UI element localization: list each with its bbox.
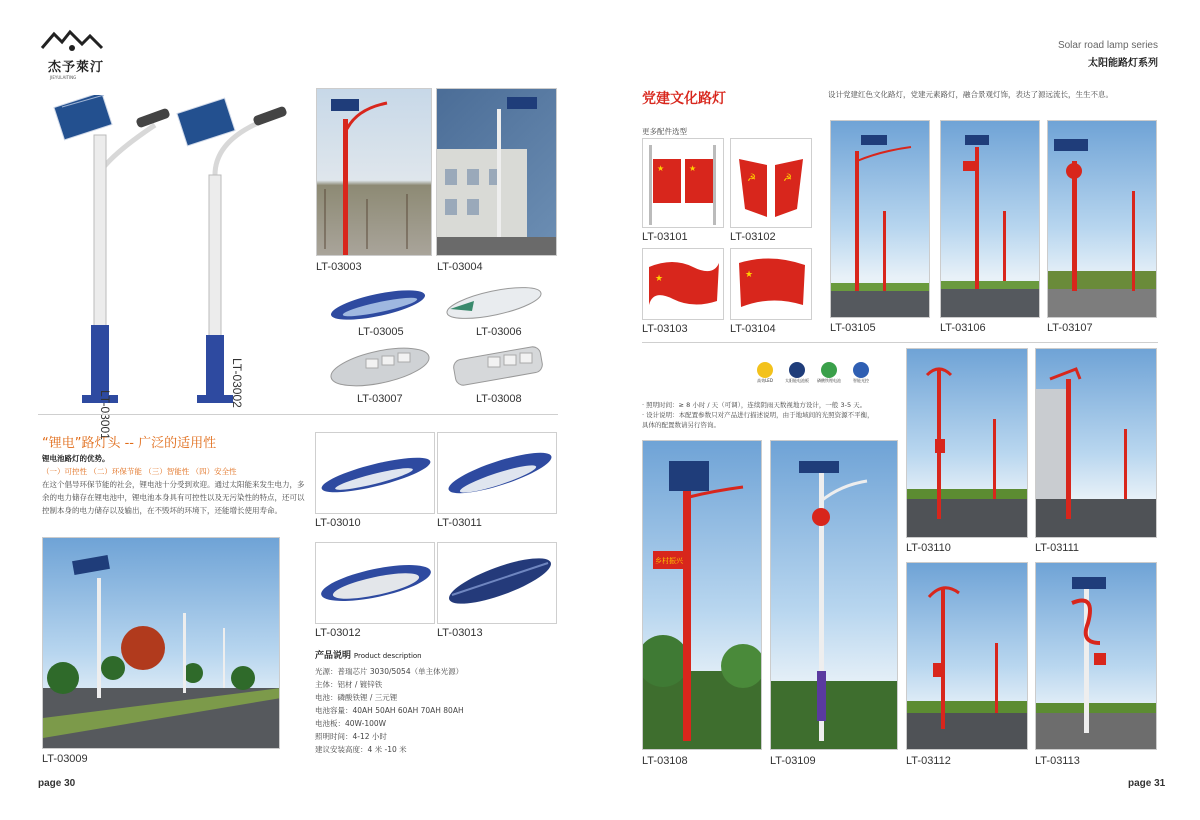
code-lt03012: LT-03012 xyxy=(315,627,361,639)
photo-lt03003 xyxy=(316,88,432,256)
code-lt03008: LT-03008 xyxy=(476,393,522,405)
lamp-head-lt03006 xyxy=(444,283,544,323)
code-lt03004: LT-03004 xyxy=(437,261,483,273)
svg-text:★: ★ xyxy=(689,164,697,173)
code-lt03011: LT-03011 xyxy=(437,517,482,529)
lamp-head-lt03007 xyxy=(326,345,430,390)
brand-name: 杰予萊汀 xyxy=(48,60,105,75)
banner-text: 乡村振兴 xyxy=(655,557,683,565)
brand-logo xyxy=(38,28,108,78)
note-line: · 照明时间：≥ 8 小时 / 天（可调），连续阴雨天数视地方设计，一般 3-5 天。 xyxy=(642,401,867,409)
code-lt03111: LT-03111 xyxy=(1035,542,1080,554)
code-lt03107: LT-03107 xyxy=(1047,322,1093,334)
pole-lt03001-image xyxy=(40,95,170,415)
spec-line: 建议安装高度：4 米 -10 米 xyxy=(315,745,407,754)
code-lt03105: LT-03105 xyxy=(830,322,876,334)
mountain-logo-icon xyxy=(38,28,108,52)
photo-lt03111 xyxy=(1035,348,1157,538)
photo-lt03107 xyxy=(1047,120,1157,318)
svg-text:☭: ☭ xyxy=(747,173,756,184)
spec-line: 照明时间：4-12 小时 xyxy=(315,732,387,741)
code-lt03003: LT-03003 xyxy=(316,261,362,273)
more-options-label: 更多配件选型 xyxy=(642,127,687,136)
right-divider xyxy=(642,342,1158,343)
spec-line: 电池：磷酸铁锂 / 三元锂 xyxy=(315,693,398,702)
lamp-head-lt03008 xyxy=(444,345,548,390)
section-title: “锂电”路灯头 -- 广泛的适用性 xyxy=(42,436,217,451)
photo-lt03004 xyxy=(436,88,557,256)
code-lt03010: LT-03010 xyxy=(315,517,361,529)
code-lt03009: LT-03009 xyxy=(42,753,88,765)
spec-line: 电池板：40W-100W xyxy=(315,719,387,728)
code-lt03110: LT-03110 xyxy=(906,542,951,554)
photo-lt03105 xyxy=(830,120,930,318)
spec-line: 光源：普瑞芯片 3030/5054（单主体光源） xyxy=(315,667,464,676)
solar-panel-icon xyxy=(782,362,812,384)
notes xyxy=(642,400,904,430)
left-divider xyxy=(38,414,558,415)
page-number-right: page 31 xyxy=(1128,778,1166,789)
product-description xyxy=(315,648,555,756)
lamp-head-lt03010-frame xyxy=(315,432,435,514)
photo-lt03113 xyxy=(1035,562,1157,750)
flag-lt03101 xyxy=(642,138,724,228)
code-lt03007: LT-03007 xyxy=(357,393,403,405)
lamp-head-lt03012-frame xyxy=(315,542,435,624)
spec-line: 电池容量：40AH 50AH 60AH 70AH 80AH xyxy=(315,706,464,715)
code-lt03113: LT-03113 xyxy=(1035,755,1080,767)
photo-lt03009 xyxy=(42,537,280,749)
flag-lt03103 xyxy=(642,248,724,320)
desc-title: 产品说明 xyxy=(315,651,352,661)
brand-subtitle: JIEYULAITING xyxy=(50,75,77,80)
feature-icons xyxy=(750,362,900,402)
code-lt03102: LT-03102 xyxy=(730,231,776,243)
intro-text: 设计党建红色文化路灯，党建元素路灯，融合景观灯饰，表达了源远流长，生生不息。 xyxy=(828,90,1113,99)
photo-lt03109 xyxy=(770,440,898,750)
series-title-cn: 太阳能路灯系列 xyxy=(1088,58,1158,69)
svg-text:★: ★ xyxy=(657,164,665,173)
icon-label: 智能光控 xyxy=(853,378,869,383)
note-line: · 设计说明：本配置参数只对产品进行描述说明，由于地域间的光照资源不平衡， xyxy=(642,411,874,419)
code-lt03112: LT-03112 xyxy=(906,755,951,767)
flag-lt03102 xyxy=(730,138,812,228)
lamp-head-lt03011-frame xyxy=(437,432,557,514)
series-title-en: Solar road lamp series xyxy=(1057,40,1158,51)
icon-label: 高效LED xyxy=(757,378,773,383)
section-title-right: 党建文化路灯 xyxy=(642,91,726,107)
light-control-icon xyxy=(846,362,876,384)
right-page xyxy=(600,0,1200,820)
code-lt03002: LT-03002 xyxy=(230,358,244,408)
note-line: 具体的配置数请另行咨询。 xyxy=(642,421,720,429)
desc-title-en: Product description xyxy=(353,652,422,660)
code-lt03101: LT-03101 xyxy=(642,231,688,243)
code-lt03104: LT-03104 xyxy=(730,323,776,335)
led-icon xyxy=(750,362,780,384)
code-lt03006: LT-03006 xyxy=(476,326,522,338)
lamp-head-lt03005 xyxy=(328,285,428,325)
advantage-title: 锂电池路灯的优势。 xyxy=(42,454,110,463)
advantage-list: （一）可控性 （二）环保节能 （三）智能性 （四）安全性 xyxy=(42,467,237,476)
icon-label: 磷酸铁锂电池 xyxy=(817,378,841,383)
svg-text:☭: ☭ xyxy=(783,173,792,184)
spec-line: 主体：铝材 / 镀锌铁 xyxy=(315,680,383,689)
photo-lt03106 xyxy=(940,120,1040,318)
code-lt03109: LT-03109 xyxy=(770,755,816,767)
battery-icon xyxy=(814,362,844,384)
icon-label: 太阳能电池板 xyxy=(785,378,809,383)
photo-lt03110 xyxy=(906,348,1028,538)
flag-lt03104 xyxy=(730,248,812,320)
photo-lt03112 xyxy=(906,562,1028,750)
code-lt03013: LT-03013 xyxy=(437,627,483,639)
code-lt03103: LT-03103 xyxy=(642,323,688,335)
code-lt03108: LT-03108 xyxy=(642,755,688,767)
photo-lt03108 xyxy=(642,440,762,750)
lamp-head-lt03013-frame xyxy=(437,542,557,624)
page-number-left: page 30 xyxy=(38,778,76,789)
code-lt03005: LT-03005 xyxy=(358,326,404,338)
svg-text:★: ★ xyxy=(655,274,664,284)
code-lt03106: LT-03106 xyxy=(940,322,986,334)
advantage-text: 在这个倡导环保节能的社会，锂电池十分受到欢迎。通过太阳能来发生电力，多余的电力储存在锂电池中，锂电池本身具有可控性以及无污染性的特点，还可以控制本身的电力储存以及输出，在不毁坏的环境下，还能增长使用寿命。 xyxy=(42,480,305,515)
svg-text:★: ★ xyxy=(745,270,754,280)
